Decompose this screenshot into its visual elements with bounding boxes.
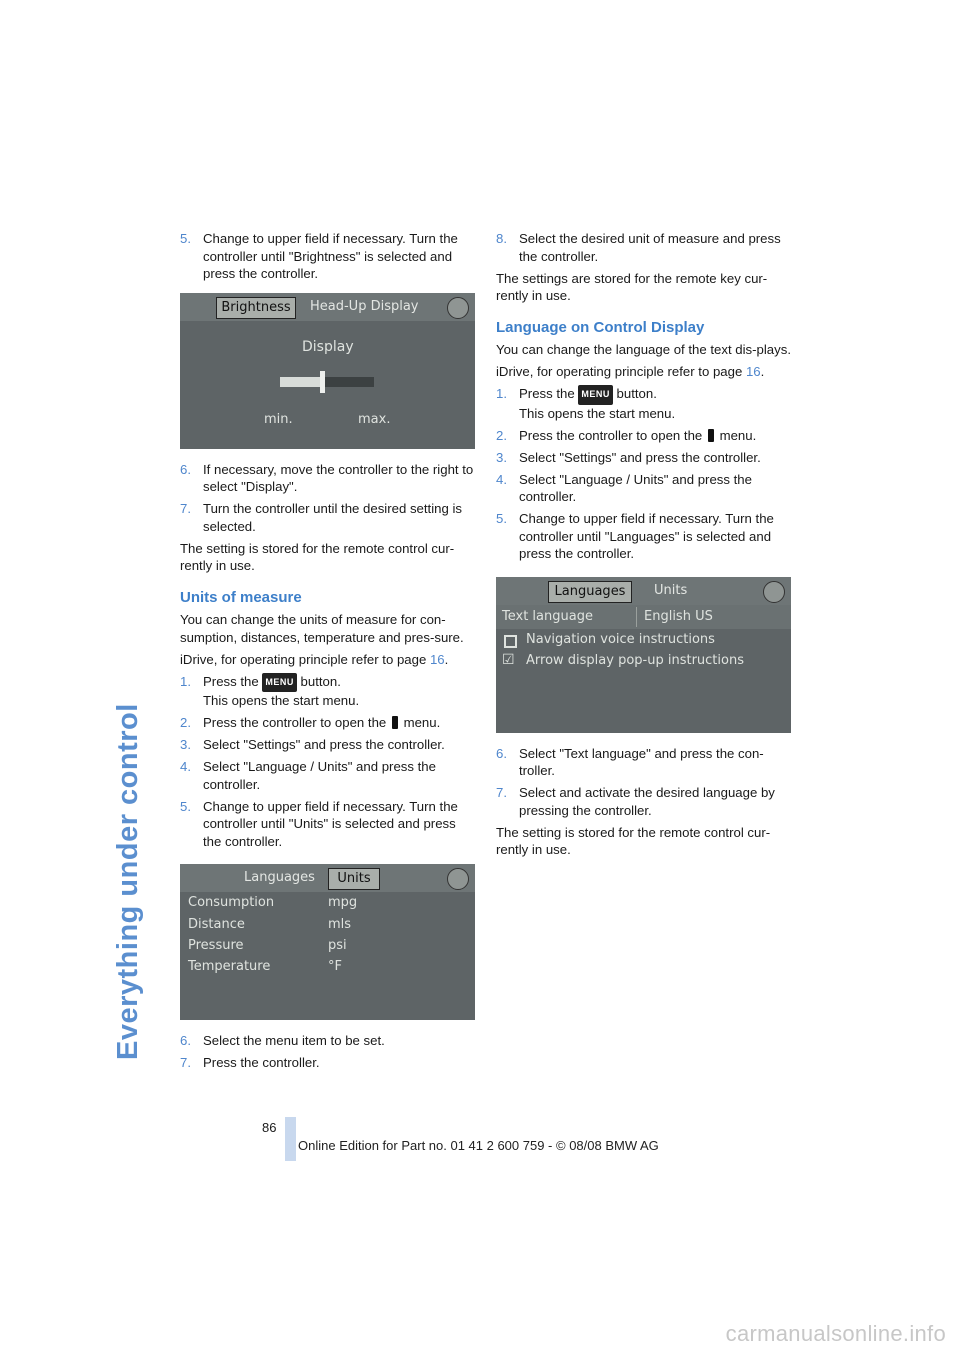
step-text: Select and activate the desired language by pressing the controller.	[519, 785, 775, 818]
units-row-value: psi	[328, 938, 347, 953]
step-2-info-menu	[180, 714, 475, 732]
step-text: Select the menu item to be set.	[203, 1033, 385, 1048]
step-number: 5.	[180, 231, 191, 246]
step-text: Change to upper field if necessary. Turn the controller until "Languages" is selected and press the controller.	[519, 511, 774, 561]
footer-accent-bar	[285, 1117, 296, 1161]
info-menu-icon	[392, 716, 398, 729]
screen-header	[496, 577, 791, 605]
tab-units: Units	[328, 868, 380, 890]
step-number: 7.	[180, 501, 191, 516]
step-text: Select "Language / Units" and press the controller.	[203, 759, 436, 792]
slider-fill	[280, 377, 322, 387]
step-number: 6.	[496, 745, 507, 761]
paragraph-idrive-ref	[496, 363, 791, 381]
tab-languages: Languages	[548, 581, 632, 603]
step-number: 3.	[180, 737, 191, 752]
units-row-label: Pressure	[188, 938, 244, 953]
right-column	[496, 230, 791, 863]
step-number: 1.	[496, 386, 507, 401]
paragraph-stored: The setting is stored for the remote control cur-rently in use.	[496, 824, 771, 857]
ref-text: iDrive, for operating principle refer to page	[180, 651, 430, 667]
step-text-post: menu.	[715, 427, 757, 443]
step-text: Press the controller.	[203, 1055, 320, 1070]
step-number: 5.	[180, 798, 191, 814]
display-label: Display	[302, 338, 354, 355]
text-language-label: Text language	[502, 608, 593, 624]
step-3-settings	[496, 449, 791, 467]
step-text: Change to upper field if necessary. Turn the controller until "Units" is selected and press the controller.	[203, 798, 458, 849]
units-row-value: mls	[328, 917, 352, 932]
step-number: 1.	[180, 673, 191, 689]
step-text-pre: Press the	[203, 673, 263, 689]
units-row-label: Consumption	[188, 895, 275, 910]
controller-icon	[763, 581, 785, 603]
tab-brightness: Brightness	[216, 297, 296, 319]
step-text-pre: Press the controller to open the	[203, 715, 390, 730]
units-row-label: Distance	[188, 917, 245, 932]
chapter-title: Everything under control	[112, 703, 144, 1060]
step-8-unit	[496, 230, 791, 265]
step-number: 3.	[496, 449, 507, 465]
units-row-label: Temperature	[188, 959, 271, 974]
units-row-value: mpg	[328, 895, 358, 910]
controller-icon	[447, 297, 469, 319]
step-text-post: button.	[612, 386, 657, 401]
step-number: 4.	[180, 759, 191, 774]
tab-units: Units	[654, 582, 688, 598]
step-text-line2: This opens the start menu.	[519, 405, 676, 421]
ref-text-end: .	[760, 364, 765, 379]
step-6-text-language	[496, 745, 791, 780]
step-text-pre: Press the	[519, 386, 579, 401]
ref-text: iDrive, for operating principle refer to page	[496, 364, 746, 379]
step-5-units	[180, 798, 475, 851]
step-number: 2.	[496, 427, 507, 443]
step-text-post: menu.	[399, 715, 441, 730]
step-text: Change to upper field if necessary. Turn the controller until "Brightness" is selected and press the controller.	[203, 231, 458, 281]
step-1-menu	[496, 385, 791, 422]
step-4-language-units	[180, 758, 475, 793]
heading-language-control-display: Language on Control Display	[496, 318, 705, 336]
checkbox-checked-icon: ☑	[502, 651, 515, 668]
step-1-menu	[180, 673, 475, 710]
page-number: 86	[262, 1120, 277, 1135]
row-divider	[636, 607, 637, 627]
step-text: Select "Language / Units" and press the controller.	[519, 471, 752, 504]
step-number: 6.	[180, 461, 191, 477]
languages-screen	[496, 577, 791, 733]
step-3-settings	[180, 736, 475, 754]
step-text: Select "Text language" and press the con-troller.	[519, 745, 764, 778]
step-text-line2: This opens the start menu.	[203, 693, 360, 708]
option-arrow-display: Arrow display pop-up instructions	[526, 652, 744, 668]
min-label: min.	[264, 411, 293, 427]
paragraph-units-intro: You can change the units of measure for con-sumption, distances, temperature and pres-sure.	[180, 612, 464, 645]
option-navigation-voice: Navigation voice instructions	[526, 631, 715, 647]
text-language-value: English US	[644, 608, 713, 624]
brightness-screen	[180, 293, 475, 449]
controller-icon	[447, 868, 469, 890]
paragraph-idrive-ref	[180, 651, 475, 669]
step-7-setting	[180, 500, 475, 535]
watermark: carmanualsonline.info	[725, 1321, 946, 1346]
step-number: 4.	[496, 471, 507, 487]
text-language-row	[496, 605, 791, 629]
step-4-language-units	[496, 471, 791, 506]
tab-head-up-display: Head-Up Display	[310, 298, 419, 314]
step-text: If necessary, move the controller to the right to select "Display".	[203, 461, 474, 494]
step-number: 7.	[180, 1055, 191, 1070]
checkbox-icon	[504, 635, 517, 648]
paragraph-stored: The setting is stored for the remote control cur-rently in use.	[180, 540, 455, 573]
ref-text-end: .	[444, 651, 449, 667]
step-text-post: button.	[296, 673, 341, 689]
chapter-sidebar	[112, 230, 162, 1060]
step-text: Select the desired unit of measure and press the controller.	[519, 231, 781, 264]
paragraph-remote-key: The settings are stored for the remote key cur-rently in use.	[496, 270, 768, 303]
units-screen	[180, 864, 475, 1020]
tab-languages: Languages	[244, 870, 315, 885]
max-label: max.	[358, 411, 391, 427]
info-menu-icon	[708, 429, 714, 442]
page-link[interactable]: 16	[745, 364, 761, 379]
footer-edition: Online Edition for Part no. 01 41 2 600 759 - © 08/08 BMW AG	[298, 1138, 659, 1153]
step-number: 7.	[496, 785, 507, 800]
step-5-languages	[496, 510, 791, 563]
menu-button-icon: MENU	[578, 385, 613, 405]
step-7-activate-language	[496, 784, 791, 819]
left-column	[180, 230, 475, 1076]
step-2-info-menu	[496, 427, 791, 445]
paragraph-language-intro: You can change the language of the text dis-plays.	[496, 342, 791, 357]
display-slider	[280, 377, 374, 387]
step-7-press	[180, 1054, 475, 1072]
step-text	[519, 427, 791, 445]
step-text: Select "Settings" and press the controller.	[203, 737, 445, 752]
slider-handle	[320, 371, 325, 393]
step-number: 6.	[180, 1033, 191, 1048]
units-row-value: °F	[328, 959, 342, 974]
page-link[interactable]: 16	[429, 651, 445, 667]
step-text: Turn the controller until the desired setting is selected.	[203, 501, 462, 534]
step-text	[203, 673, 475, 710]
step-6-display	[180, 461, 475, 496]
step-number: 2.	[180, 715, 191, 730]
step-text: Select "Settings" and press the controller.	[519, 449, 761, 465]
step-text-pre: Press the controller to open the	[519, 427, 706, 443]
heading-units-of-measure: Units of measure	[180, 588, 302, 606]
step-text	[519, 385, 791, 422]
step-number: 8.	[496, 231, 507, 246]
menu-button-icon: MENU	[262, 673, 297, 693]
step-text	[203, 714, 475, 732]
step-6-menu-item	[180, 1032, 475, 1050]
step-5-brightness	[180, 230, 475, 283]
step-number: 5.	[496, 511, 507, 526]
